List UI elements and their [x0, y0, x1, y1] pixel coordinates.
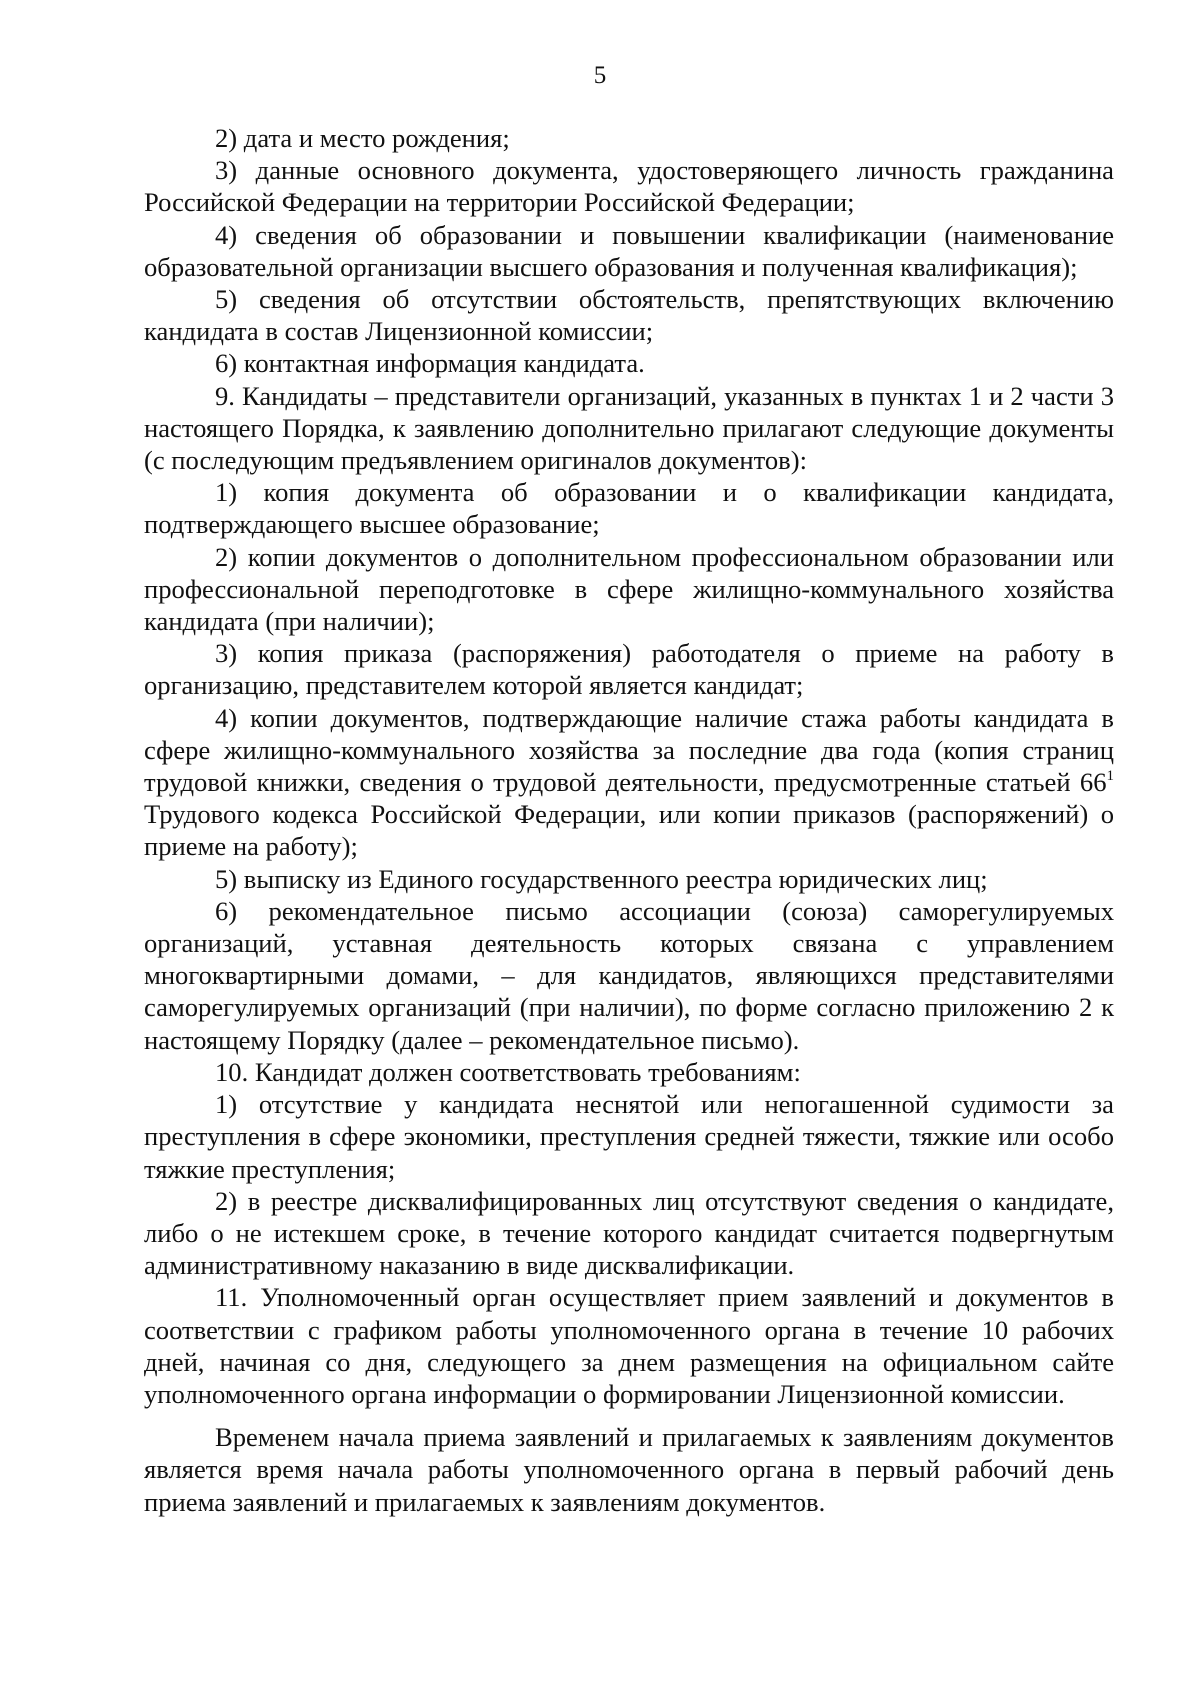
paragraph-education-info: 4) сведения об образовании и повышении квалификации (наименование образовательной организации высшего образования и полученная квалификация);: [144, 219, 1114, 282]
paragraph-section-9: 9. Кандидаты – представители организаций, указанных в пунктах 1 и 2 части 3 настоящего Порядка, к заявлению дополнительно прилагают следующие документы (с последующим предъявлением оригиналов документов):: [144, 380, 1114, 476]
paragraph-registry-extract: 5) выписку из Единого государственного реестра юридических лиц;: [215, 863, 988, 894]
page-number: 5: [593, 62, 607, 89]
article-superscript: 1: [1106, 768, 1114, 785]
document-body: [144, 122, 1114, 1518]
paragraph-absence-of-obstacles: 5) сведения об отсутствии обстоятельств, препятствующих включению кандидата в состав Лицензионной комиссии;: [144, 284, 1114, 347]
paragraph-identity-document: 3) данные основного документа, удостоверяющего личность гражданина Российской Федерации на территории Российской Федерации;: [144, 155, 1114, 218]
paragraph-no-criminal-record: 1) отсутствие у кандидата неснятой или непогашенной судимости за преступления в сфере экономики, преступления средней тяжести, тяжкие или особо тяжкие преступления;: [144, 1089, 1114, 1184]
paragraph-disqualification-registry: 2) в реестре дисквалифицированных лиц отсутствуют сведения о кандидате, либо о не истекшем сроке, в течение которого кандидат считается подвергнутым административному наказанию в виде дисквалификации.: [144, 1185, 1114, 1281]
paragraph-diploma-copy: 1) копия документа об образовании и о квалификации кандидата, подтверждающего высшее образование;: [144, 477, 1114, 540]
paragraph-work-experience: [144, 702, 1114, 863]
paragraph-employment-order: 3) копия приказа (распоряжения) работодателя о приеме на работу в организацию, представителем которой является кандидат;: [144, 638, 1114, 701]
paragraph-recommendation-letter: 6) рекомендательное письмо ассоциации (союза) саморегулируемых организаций, уставная деятельность которых связана с управлением многоквартирными домами, – для кандидатов, являющихся представителями саморегулируемых организаций (при наличии), по форме согласно приложению 2 к настоящему Порядку (далее – рекомендательное письмо).: [144, 895, 1114, 1055]
paragraph-section-10: 10. Кандидат должен соответствовать требованиям:: [215, 1056, 801, 1087]
work-experience-text-start: 4) копии документов, подтверждающие наличие стажа работы кандидата в сфере жилищно-коммунального хозяйства за последние два года (копия страниц трудовой книжки, сведения о трудовой деятельности, предусмотренные статьей 66: [144, 702, 1114, 798]
paragraph-contact-info: 6) контактная информация кандидата.: [215, 348, 645, 379]
work-experience-text-end: Трудового кодекса Российской Федерации, или копии приказов (распоряжений) о приеме на работу);: [144, 799, 1114, 862]
paragraph-additional-education: 2) копии документов о дополнительном профессиональном образовании или профессиональной переподготовке в сфере жилищно-коммунального хозяйства кандидата (при наличии);: [144, 541, 1114, 637]
paragraph-section-11: 11. Уполномоченный орган осуществляет прием заявлений и документов в соответствии с графиком работы уполномоченного органа в течение 10 рабочих дней, начиная со дня, следующего за днем размещения на официальном сайте уполномоченного органа информации о формировании Лицензионной комиссии.: [144, 1282, 1114, 1409]
paragraph-birth-date: 2) дата и место рождения;: [215, 123, 510, 153]
paragraph-reception-start-time: Временем начала приема заявлений и прилагаемых к заявлениям документов является время начала работы уполномоченного органа в первый рабочий день приема заявлений и прилагаемых к заявлениям документов.: [144, 1422, 1114, 1517]
